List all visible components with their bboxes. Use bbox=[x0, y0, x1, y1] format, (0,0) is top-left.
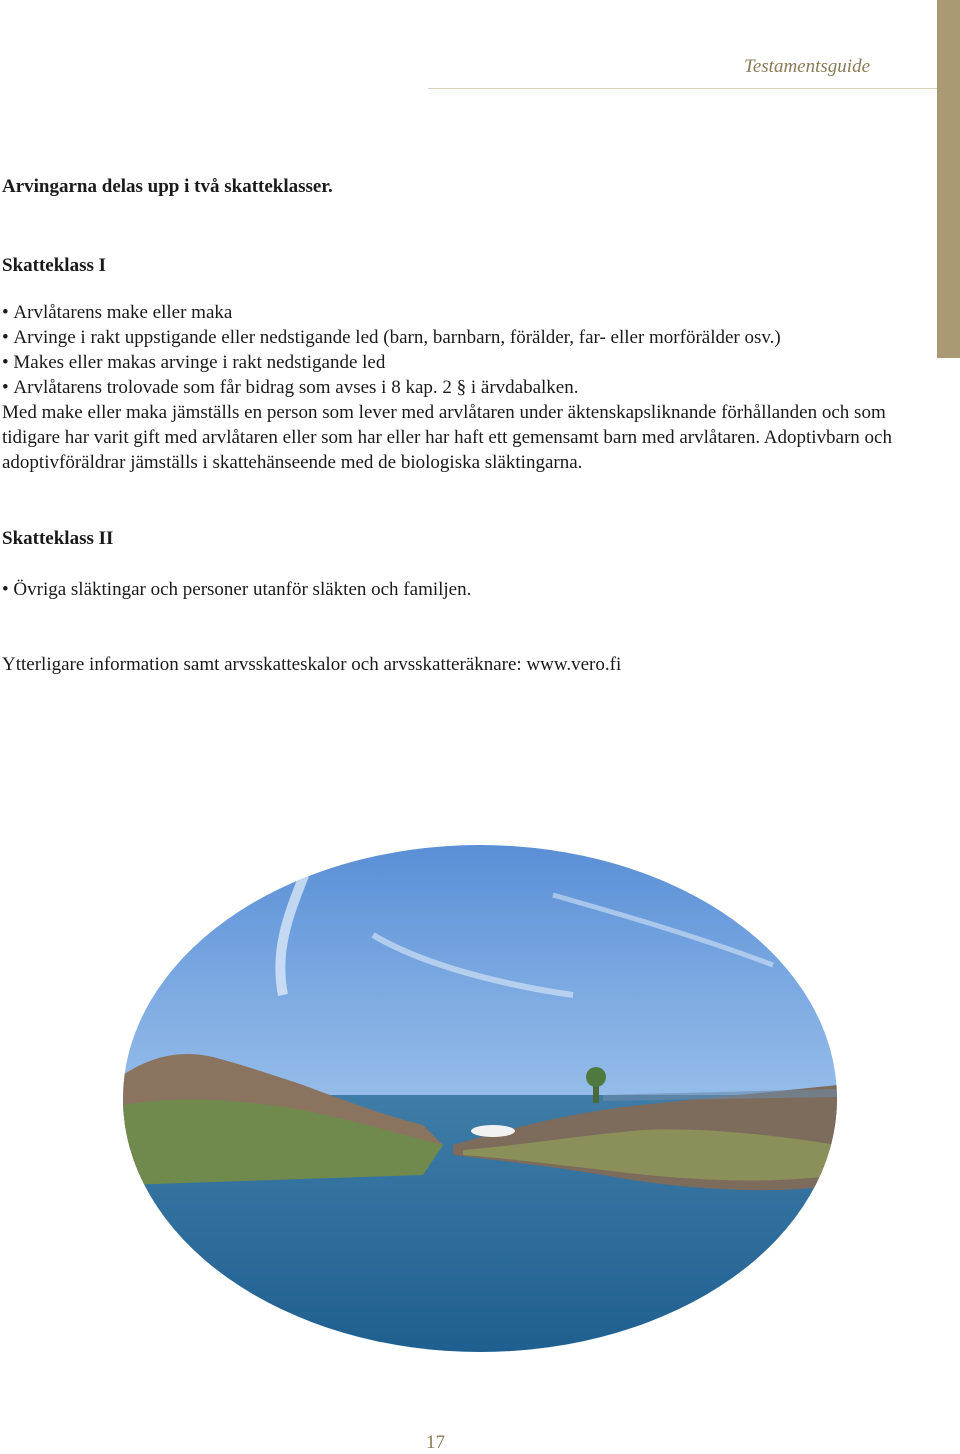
archipelago-photo-graphic bbox=[123, 845, 837, 1352]
list-skatteklass-1 bbox=[2, 300, 902, 400]
list-item: • Övriga släktingar och personer utanför släkten och familjen. bbox=[2, 577, 902, 602]
running-header: Testamentsguide bbox=[744, 56, 870, 77]
main-content bbox=[2, 174, 902, 677]
list-item: • Arvlåtarens trolovade som får bidrag som avses i 8 kap. 2 § i ärvdabalken. bbox=[2, 375, 902, 400]
list-item: • Arvlåtarens make eller maka bbox=[2, 300, 902, 325]
list-item: • Arvinge i rakt uppstigande eller nedstigande led (barn, barnbarn, förälder, far- eller morförälder osv.) bbox=[2, 325, 902, 350]
more-info-text: Ytterligare information samt arvsskatteskalor och arvsskatteräknare: www.vero.fi bbox=[2, 654, 622, 675]
heading-skatteklass-1: Skatteklass I bbox=[2, 255, 106, 276]
heading-skatteklass-2: Skatteklass II bbox=[2, 528, 114, 549]
archipelago-photo bbox=[123, 845, 837, 1352]
header-rule bbox=[428, 88, 937, 89]
side-tab-marker bbox=[937, 0, 960, 358]
list-item: • Makes eller makas arvinge i rakt nedstigande led bbox=[2, 350, 902, 375]
page-number: 17 bbox=[426, 1432, 445, 1453]
intro-text: Arvingarna delas upp i två skatteklasser. bbox=[2, 176, 333, 197]
paragraph-spouse-equivalence: Med make eller maka jämställs en person som lever med arvlåtaren under äktenskapsliknande förhållanden och som tidigare har varit gift med arvlåtaren eller som har eller har haft ett gemensamt barn med arvlåtaren. Adoptivbarn och adoptivföräldrar jämställs i skattehänseende med de biologiska släktingarna. bbox=[2, 402, 892, 473]
list-skatteklass-2 bbox=[2, 577, 902, 602]
